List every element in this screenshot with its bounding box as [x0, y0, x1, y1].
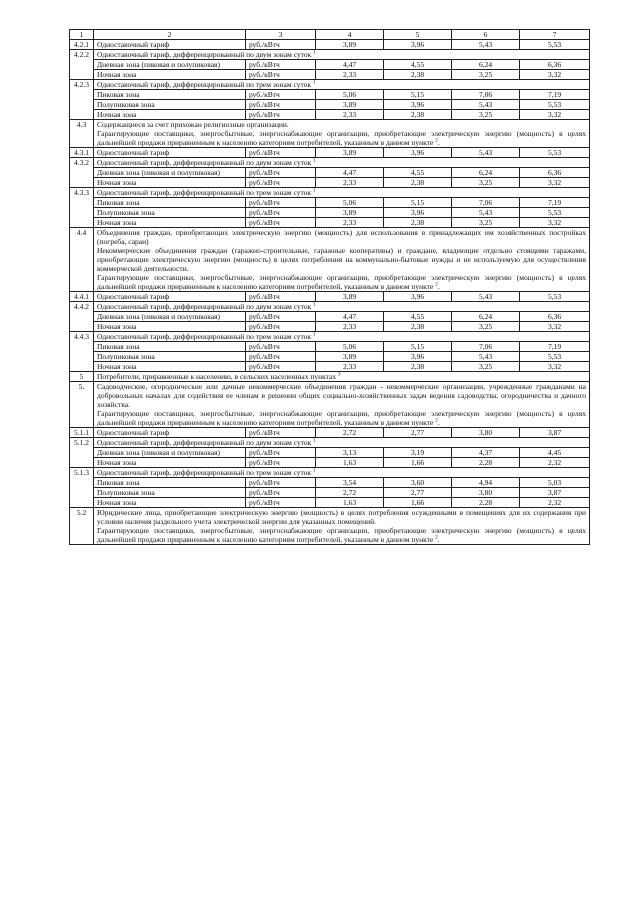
footnote-ref: 1 [313, 158, 316, 164]
zone-row [70, 168, 590, 178]
tariff-value: 2,33 [316, 70, 384, 80]
unit-cell: руб./кВтч [246, 198, 316, 208]
group-row [70, 158, 590, 168]
tariff-value: 6,24 [452, 60, 520, 70]
group-label-cell [94, 468, 590, 478]
group-label-cell [94, 188, 590, 198]
tariff-value: 2,32 [520, 498, 590, 508]
tariff-value: 7,06 [452, 90, 520, 100]
paragraph-text: Гарантирующие поставщики, энергосбытовые, энергоснабжающие организации, приобретающие электрическую энергию (мощность) в целях дальнейшей продажи приравненным к населению категориям потребителей, указанным в данном пункте [97, 409, 586, 427]
footnote-ref: 3 [337, 372, 341, 378]
tariff-value: 3,32 [520, 218, 590, 228]
zone-row [70, 70, 590, 80]
tariff-value: 2,38 [384, 362, 452, 372]
unit-cell: руб./кВтч [246, 70, 316, 80]
row-label: Полупиковая зона [94, 100, 246, 110]
footnote-ref: 1 [313, 50, 316, 56]
tariff-value: 6,24 [452, 312, 520, 322]
zone-row [70, 488, 590, 498]
tariff-value: 2,77 [384, 488, 452, 498]
zone-row [70, 478, 590, 488]
group-label: Одноставочный тариф, дифференцированный по трем зонам суток [97, 188, 312, 197]
zone-row [70, 110, 590, 120]
unit-cell: руб./кВтч [246, 100, 316, 110]
unit-cell: руб./кВтч [246, 312, 316, 322]
tariff-value: 3,25 [452, 218, 520, 228]
tariff-value: 4,55 [384, 60, 452, 70]
row-label: Ночная зона [94, 322, 246, 332]
tariff-value: 3,89 [316, 352, 384, 362]
section-paragraph [97, 508, 586, 526]
section-paragraph [97, 372, 586, 381]
group-row [70, 302, 590, 312]
tariff-value: 5,06 [316, 198, 384, 208]
row-label: Полупиковая зона [94, 352, 246, 362]
unit-cell: руб./кВтч [246, 90, 316, 100]
unit-cell: руб./кВтч [246, 40, 316, 50]
group-row [70, 438, 590, 448]
paragraph-text: Юридические лица, приобретающие электрическую энергию (мощность) в целях потребления осужденными в помещениях для их содержания при условии наличия раздельного учета электрической энергии для указанных помещений. [97, 508, 586, 526]
row-label: Одноставочный тариф [94, 428, 246, 438]
tariff-value: 7,06 [452, 342, 520, 352]
unit-cell: руб./кВтч [246, 208, 316, 218]
zone-row [70, 218, 590, 228]
tariff-value: 1,66 [384, 498, 452, 508]
footnote-ref: 1 [312, 80, 316, 86]
group-row [70, 80, 590, 90]
tariff-table [69, 29, 590, 545]
tariff-value: 6,36 [520, 312, 590, 322]
tariff-value: 3,32 [520, 362, 590, 372]
tariff-value: 2,33 [316, 322, 384, 332]
paragraph-suffix: . [437, 138, 440, 147]
group-label: Одноставочный тариф, дифференцированный по трем зонам суток [97, 332, 312, 341]
section-paragraph [97, 129, 586, 147]
row-label: Пиковая зона [94, 478, 246, 488]
zone-row [70, 60, 590, 70]
tariff-value: 3,32 [520, 322, 590, 332]
tariff-value: 2,38 [384, 70, 452, 80]
tariff-value: 2,38 [384, 218, 452, 228]
row-label: Ночная зона [94, 362, 246, 372]
zone-row [70, 198, 590, 208]
tariff-value: 3,13 [316, 448, 384, 458]
group-label: Одноставочный тариф, дифференцированный по трем зонам суток [97, 80, 312, 89]
paragraph-text: Некоммерческие объединения граждан (гаражно-строительные, гаражные кооперативы) и граждане, владеющие отдельно стоящими гаражами, приобретающие электрическую энергию (мощность) в целях потребления на коммунально-бытовые нужды и не используемую для осуществления коммерческой деятельности. [97, 246, 586, 273]
unit-cell: руб./кВтч [246, 478, 316, 488]
column-number-4: 4 [316, 30, 384, 40]
tariff-value: 3,32 [520, 178, 590, 188]
zone-row [70, 322, 590, 332]
unit-cell: руб./кВтч [246, 60, 316, 70]
tariff-value: 5,53 [520, 148, 590, 158]
tariff-value: 4,47 [316, 168, 384, 178]
tariff-row [70, 292, 590, 302]
tariff-value: 4,47 [316, 60, 384, 70]
tariff-value: 5,53 [520, 352, 590, 362]
row-code: 4.4.3 [70, 332, 94, 372]
zone-row [70, 178, 590, 188]
group-label-cell [94, 158, 590, 168]
row-label: Дневная зона (пиковая и полупиковая) [94, 60, 246, 70]
tariff-value: 4,55 [384, 168, 452, 178]
tariff-value: 3,25 [452, 178, 520, 188]
group-label-cell [94, 302, 590, 312]
tariff-value: 5,43 [452, 100, 520, 110]
tariff-value: 5,43 [452, 40, 520, 50]
zone-row [70, 312, 590, 322]
section-row [70, 120, 590, 148]
section-paragraph [97, 526, 586, 544]
unit-cell: руб./кВтч [246, 342, 316, 352]
unit-cell: руб./кВтч [246, 428, 316, 438]
tariff-value: 7,06 [452, 198, 520, 208]
row-code: 4.2.2 [70, 50, 94, 80]
tariff-row [70, 148, 590, 158]
row-label: Ночная зона [94, 110, 246, 120]
tariff-value: 4,37 [452, 448, 520, 458]
tariff-value: 3,87 [520, 488, 590, 498]
tariff-value: 7,19 [520, 90, 590, 100]
paragraph-suffix: . [437, 535, 440, 544]
column-number-7: 7 [520, 30, 590, 40]
section-text-cell [94, 120, 590, 148]
zone-row [70, 90, 590, 100]
row-code: 4.4.2 [70, 302, 94, 332]
paragraph-suffix: . [437, 418, 440, 427]
tariff-value: 3,25 [452, 322, 520, 332]
unit-cell: руб./кВтч [246, 292, 316, 302]
tariff-value: 5,06 [316, 342, 384, 352]
tariff-value: 6,36 [520, 168, 590, 178]
tariff-value: 3,19 [384, 448, 452, 458]
tariff-value: 7,19 [520, 198, 590, 208]
group-row [70, 50, 590, 60]
paragraph-text: Гарантирующие поставщики, энергосбытовые, энергоснабжающие организации, приобретающие электрическую энергию (мощность) в целях дальнейшей продажи приравненным к населению категориям потребителей, указанным в данном пункте [97, 526, 586, 544]
footnote-ref: 1 [313, 438, 316, 444]
tariff-value: 3,96 [384, 148, 452, 158]
tariff-value: 2,72 [316, 488, 384, 498]
section-row [70, 372, 590, 382]
zone-row [70, 458, 590, 468]
section-row [70, 382, 590, 428]
tariff-value: 2,72 [316, 428, 384, 438]
row-code: 4.3.3 [70, 188, 94, 228]
row-label: Дневная зона (пиковая и полупиковая) [94, 448, 246, 458]
row-label: Ночная зона [94, 178, 246, 188]
section-text-cell [94, 508, 590, 545]
tariff-value: 4,47 [316, 312, 384, 322]
column-number-1: 1 [70, 30, 94, 40]
tariff-value: 5,06 [316, 90, 384, 100]
zone-row [70, 342, 590, 352]
footnote-ref: 1 [312, 468, 316, 474]
row-code: 5.1.1 [70, 428, 94, 438]
paragraph-text: Содержащиеся за счет прихожан религиозные организации. [97, 120, 289, 129]
unit-cell: руб./кВтч [246, 352, 316, 362]
tariff-value: 7,19 [520, 342, 590, 352]
tariff-value: 2,32 [520, 458, 590, 468]
row-code: 5.2 [70, 508, 94, 545]
tariff-value: 3,60 [384, 478, 452, 488]
tariff-value: 2,33 [316, 110, 384, 120]
row-code: 4.3.2 [70, 158, 94, 188]
group-row [70, 468, 590, 478]
unit-cell: руб./кВтч [246, 168, 316, 178]
row-label: Пиковая зона [94, 198, 246, 208]
footnote-ref: 2 [435, 535, 438, 541]
section-text-cell [94, 372, 590, 382]
section-row [70, 228, 590, 292]
unit-cell: руб./кВтч [246, 448, 316, 458]
group-label: Одноставочный тариф, дифференцированный по двум зонам суток [97, 50, 312, 59]
tariff-value: 3,25 [452, 362, 520, 372]
row-label: Одноставочный тариф [94, 292, 246, 302]
tariff-value: 2,38 [384, 178, 452, 188]
paragraph-suffix: . [437, 282, 440, 291]
section-paragraph [97, 120, 586, 129]
tariff-value: 4,45 [520, 448, 590, 458]
paragraph-text: Объединения граждан, приобретающих электрическую энергию (мощность) для использования в принадлежащих им хозяйственных постройках (погреба, сараи) [97, 228, 586, 246]
row-code: 4.2.1 [70, 40, 94, 50]
tariff-value: 3,89 [316, 208, 384, 218]
row-label: Ночная зона [94, 498, 246, 508]
unit-cell: руб./кВтч [246, 498, 316, 508]
group-label: Одноставочный тариф, дифференцированный по двум зонам суток [97, 438, 312, 447]
tariff-value: 5,53 [520, 40, 590, 50]
tariff-value: 2,33 [316, 362, 384, 372]
tariff-value: 5,43 [452, 352, 520, 362]
tariff-value: 5,53 [520, 292, 590, 302]
row-label: Ночная зона [94, 70, 246, 80]
section-paragraph [97, 246, 586, 273]
group-label-cell [94, 438, 590, 448]
tariff-value: 2,33 [316, 218, 384, 228]
tariff-value: 2,38 [384, 110, 452, 120]
header-row [70, 30, 590, 40]
section-paragraph [97, 382, 586, 409]
tariff-value: 2,28 [452, 498, 520, 508]
row-label: Дневная зона (пиковая и полупиковая) [94, 168, 246, 178]
tariff-value: 4,55 [384, 312, 452, 322]
unit-cell: руб./кВтч [246, 178, 316, 188]
group-row [70, 332, 590, 342]
footnote-ref: 2 [435, 418, 438, 424]
tariff-value: 3,32 [520, 70, 590, 80]
column-number-5: 5 [384, 30, 452, 40]
zone-row [70, 448, 590, 458]
unit-cell: руб./кВтч [246, 488, 316, 498]
zone-row [70, 352, 590, 362]
paragraph-text: Гарантирующие поставщики, энергосбытовые, энергоснабжающие организации, приобретающие электрическую энергию (мощность) в целях дальнейшей продажи приравненным к населению категориям потребителей, указанным в данном пункте [97, 129, 586, 147]
row-label: Одноставочный тариф [94, 40, 246, 50]
tariff-value: 5,53 [520, 208, 590, 218]
tariff-value: 2,38 [384, 322, 452, 332]
tariff-value: 5,43 [452, 148, 520, 158]
tariff-value: 3,89 [316, 292, 384, 302]
section-row [70, 508, 590, 545]
tariff-value: 4,94 [452, 478, 520, 488]
section-paragraph [97, 409, 586, 427]
row-label: Полупиковая зона [94, 488, 246, 498]
row-code: 4.3.1 [70, 148, 94, 158]
tariff-value: 5,53 [520, 100, 590, 110]
paragraph-text: Потребители, приравненные к населению, в сельских населенных пунктах [97, 372, 337, 381]
tariff-value: 3,96 [384, 100, 452, 110]
unit-cell: руб./кВтч [246, 110, 316, 120]
tariff-value: 3,32 [520, 110, 590, 120]
group-label-cell [94, 80, 590, 90]
section-text-cell [94, 228, 590, 292]
row-label: Ночная зона [94, 458, 246, 468]
unit-cell: руб./кВтч [246, 322, 316, 332]
zone-row [70, 362, 590, 372]
tariff-value: 5,15 [384, 198, 452, 208]
section-text-cell [94, 382, 590, 428]
tariff-value: 3,96 [384, 40, 452, 50]
zone-row [70, 498, 590, 508]
row-code: 4.4 [70, 228, 94, 292]
group-label: Одноставочный тариф, дифференцированный по двум зонам суток [97, 158, 312, 167]
tariff-value: 3,25 [452, 70, 520, 80]
footnote-ref: 1 [312, 332, 316, 338]
footnote-ref: 1 [313, 302, 316, 308]
footnote-ref: 1 [312, 188, 316, 194]
zone-row [70, 208, 590, 218]
tariff-value: 3,25 [452, 110, 520, 120]
tariff-row [70, 428, 590, 438]
tariff-value: 3,80 [452, 428, 520, 438]
row-code: 5 [70, 372, 94, 382]
paragraph-text: Гарантирующие поставщики, энергосбытовые, энергоснабжающие организации, приобретающие электрическую энергию (мощность) в целях дальнейшей продажи приравненным к населению категориям потребителей, указанным в данном пункте [97, 273, 586, 291]
row-code: 5. [70, 382, 94, 428]
tariff-value: 1,63 [316, 458, 384, 468]
tariff-value: 3,54 [316, 478, 384, 488]
tariff-value: 2,28 [452, 458, 520, 468]
tariff-value: 3,96 [384, 352, 452, 362]
tariff-value: 2,33 [316, 178, 384, 188]
section-paragraph [97, 228, 586, 246]
tariff-value: 3,96 [384, 208, 452, 218]
tariff-value: 3,89 [316, 40, 384, 50]
tariff-value: 6,36 [520, 60, 590, 70]
tariff-value: 5,43 [452, 208, 520, 218]
tariff-value: 3,89 [316, 148, 384, 158]
row-label: Пиковая зона [94, 342, 246, 352]
unit-cell: руб./кВтч [246, 148, 316, 158]
row-code: 5.1.3 [70, 468, 94, 508]
footnote-ref: 2 [435, 282, 438, 288]
tariff-value: 5,43 [452, 292, 520, 302]
row-label: Одноставочный тариф [94, 148, 246, 158]
row-code: 4.2.3 [70, 80, 94, 120]
tariff-value: 3,80 [452, 488, 520, 498]
tariff-value: 3,87 [520, 428, 590, 438]
tariff-value: 6,24 [452, 168, 520, 178]
unit-cell: руб./кВтч [246, 218, 316, 228]
tariff-value: 3,89 [316, 100, 384, 110]
column-number-3: 3 [246, 30, 316, 40]
section-paragraph [97, 273, 586, 291]
row-label: Дневная зона (пиковая и полупиковая) [94, 312, 246, 322]
tariff-value: 1,63 [316, 498, 384, 508]
group-label-cell [94, 50, 590, 60]
unit-cell: руб./кВтч [246, 458, 316, 468]
group-row [70, 188, 590, 198]
zone-row [70, 100, 590, 110]
tariff-value: 3,96 [384, 292, 452, 302]
row-label: Пиковая зона [94, 90, 246, 100]
tariff-value: 2,77 [384, 428, 452, 438]
tariff-row [70, 40, 590, 50]
footnote-ref: 2 [435, 138, 438, 144]
tariff-value: 5,15 [384, 342, 452, 352]
group-label: Одноставочный тариф, дифференцированный по трем зонам суток [97, 468, 312, 477]
row-label: Полупиковая зона [94, 208, 246, 218]
row-label: Ночная зона [94, 218, 246, 228]
tariff-value: 5,03 [520, 478, 590, 488]
unit-cell: руб./кВтч [246, 362, 316, 372]
tariff-value: 1,66 [384, 458, 452, 468]
column-number-6: 6 [452, 30, 520, 40]
paragraph-text: Садоводческие, огороднические или дачные некоммерческие объединения граждан - некоммерческие организации, учрежденные гражданами на добровольных началах для содействия ее членам в решении общих социально-хозяйственных задач ведения садоводства, огородничества и дачного хозяйства. [97, 382, 586, 409]
row-code: 4.3 [70, 120, 94, 148]
group-label-cell [94, 332, 590, 342]
tariff-value: 5,15 [384, 90, 452, 100]
column-number-2: 2 [94, 30, 246, 40]
row-code: 4.4.1 [70, 292, 94, 302]
group-label: Одноставочный тариф, дифференцированный по двум зонам суток [97, 302, 312, 311]
row-code: 5.1.2 [70, 438, 94, 468]
